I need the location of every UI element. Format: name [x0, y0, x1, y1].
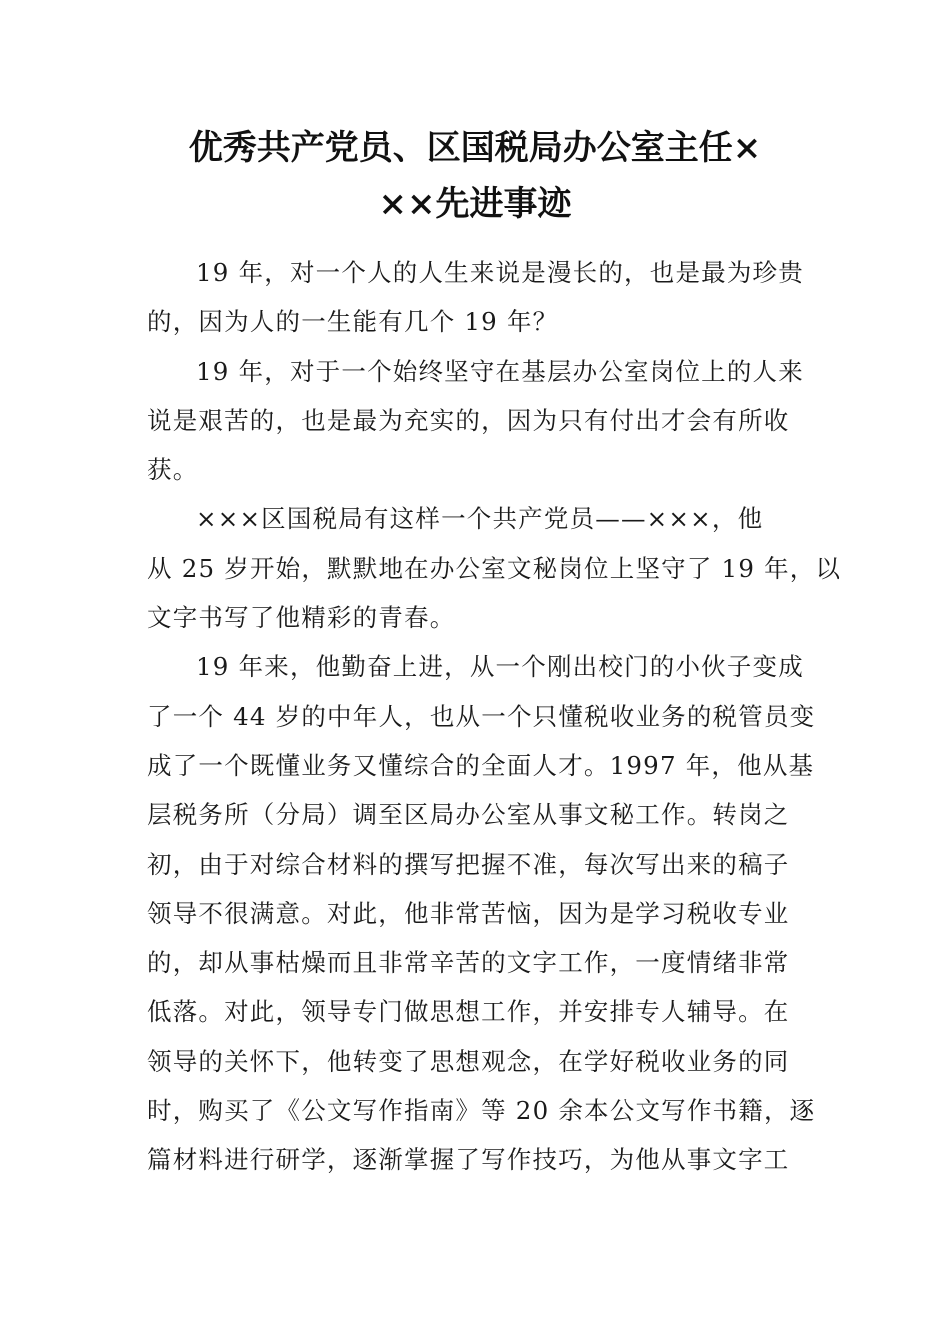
paragraph-1-line-2: 的，因为人的一生能有几个 19 年？ [147, 307, 559, 337]
paragraph-2-line-2: 说是艰苦的，也是最为充实的，因为只有付出才会有所收 [147, 405, 790, 435]
paragraph-2-line-3: 获。 [147, 455, 199, 485]
paragraph-4-line-1: 19 年来，他勤奋上进，从一个刚出校门的小伙子变成 [196, 652, 804, 682]
document-title [140, 120, 810, 232]
paragraph-3-line-3: 文字书写了他精彩的青春。 [147, 603, 456, 633]
paragraph-4-line-8: 低落。对此，领导专门做思想工作，并安排专人辅导。在 [147, 997, 790, 1027]
paragraph-4-line-2: 了一个 44 岁的中年人，也从一个只懂税收业务的税管员变 [147, 701, 816, 731]
paragraph-4-line-6: 领导不很满意。对此，他非常苦恼，因为是学习税收专业 [147, 898, 790, 928]
paragraph-4-line-5: 初，由于对综合材料的撰写把握不准，每次写出来的稿子 [147, 849, 790, 879]
paragraph-4-line-3: 成了一个既懂业务又懂综合的全面人才。1997 年，他从基 [147, 750, 815, 780]
paragraph-2-line-1: 19 年，对于一个始终坚守在基层办公室岗位上的人来 [196, 356, 804, 386]
paragraph-4-line-7: 的，却从事枯燥而且非常辛苦的文字工作，一度情绪非常 [147, 948, 790, 978]
document-body [147, 248, 842, 1185]
title-line-2: ××先进事迹 [378, 184, 572, 224]
paragraph-1-line-1: 19 年，对一个人的人生来说是漫长的，也是最为珍贵 [196, 258, 804, 287]
paragraph-4-line-11: 篇材料进行研学，逐渐掌握了写作技巧，为他从事文字工 [147, 1145, 790, 1175]
paragraph-3-line-2: 从 25 岁开始，默默地在办公室文秘岗位上坚守了 19 年，以 [147, 553, 842, 583]
title-line-1: 优秀共产党员、区国税局办公室主任× [188, 128, 762, 168]
paragraph-4-line-4: 层税务所（分局）调至区局办公室从事文秘工作。转岗之 [147, 800, 790, 830]
paragraph-4-line-9: 领导的关怀下，他转变了思想观念，在学好税收业务的同 [147, 1046, 790, 1076]
paragraph-4-line-10: 时，购买了《公文写作指南》等 20 余本公文写作书籍，逐 [147, 1096, 816, 1126]
paragraph-3-line-1: ×××区国税局有这样一个共产党员——×××，他 [196, 504, 764, 534]
